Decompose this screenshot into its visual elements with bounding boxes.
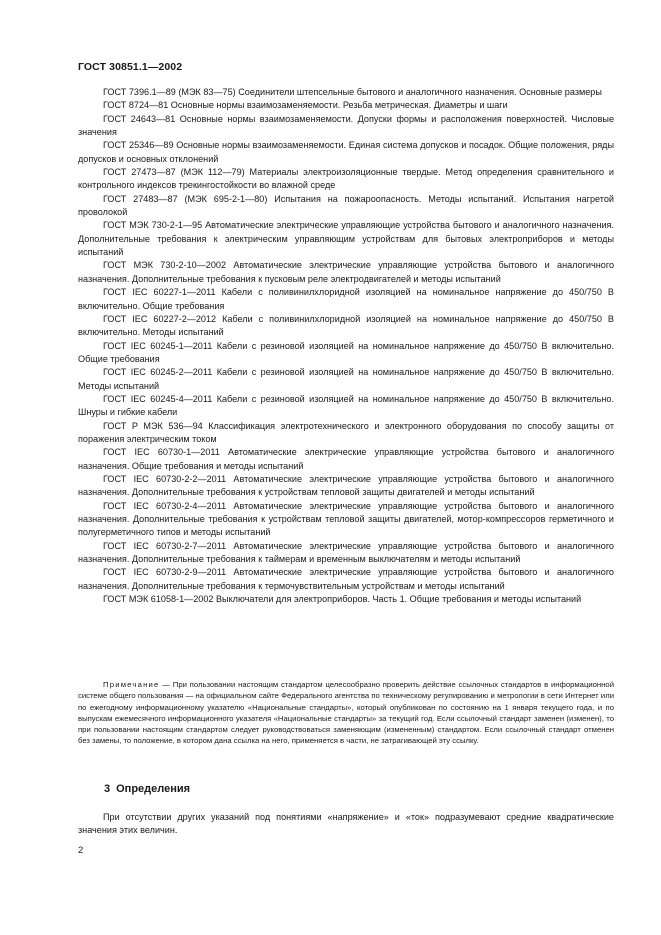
reference-item: ГОСТ IEC 60227-1—2011 Кабели с поливинилхлоридной изоляцией на номинальное напряжение до 450/750 В включительно. Общие требования — [78, 287, 614, 311]
note-label: Примечание — [103, 680, 160, 689]
section-title: Определения — [116, 783, 191, 795]
reference-item: ГОСТ IEC 60730-2-4—2011 Автоматические электрические управляющие устройства бытового и аналогичного назначения. Дополнительные требования к устройствам тепловой защиты двигателей, мотор-компрессоров герметичного и полугерметичного типов и методы испытаний — [78, 500, 614, 538]
reference-item: ГОСТ МЭК 730-2-10—2002 Автоматические электрические управляющие устройства бытового и аналогичного назначения. Дополнительные требования к пусковым реле электродвигателей и методы испытаний — [78, 260, 614, 284]
page-header: ГОСТ 30851.1—2002 — [78, 61, 183, 73]
section-paragraph: При отсутствии других указаний под понятиями «напряжение» и «ток» подразумевают средние квадратические значения этих величин. — [78, 812, 614, 836]
reference-item: ГОСТ IEC 60227-2—2012 Кабели с поливинилхлоридной изоляцией на номинальное напряжение до 450/750 В включительно. Методы испытаний — [78, 313, 614, 338]
reference-item: ГОСТ 24643—81 Основные нормы взаимозаменяемости. Допуски формы и расположения поверхностей. Числовые значения — [78, 113, 614, 138]
page-number: 2 — [78, 845, 84, 856]
reference-item: ГОСТ IEC 60245-4—2011 Кабели с резиновой изоляцией на номинальное напряжение до 450/750 В включительно. Шнуры и гибкие кабели — [78, 393, 614, 418]
reference-item: ГОСТ IEC 60730-2-2—2011 Автоматические электрические управляющие устройства бытового и аналогичного назначения. Дополнительные требования к устройствам тепловой защиты двигателей и методы испытаний — [78, 473, 614, 498]
section-heading — [104, 783, 190, 795]
note-text: — При пользовании настоящим стандартом целесообразно проверить действие ссылочных стандартов в информационной системе общего пользования — на официальном сайте Федерального агентства по техническому регулированию и метрологии в сети Интернет или по ежегодному информационному указателю «Национальные стандарты», который опубликован по состоянию на 1 января текущего года, и по выпускам ежемесячного информационного указателя «Национальные стандарты» за текущий год. Если ссылочный стандарт заменен (изменен), то при пользовании настоящим стандартом следует руководствоваться заменяющим (измененным) стандартом. Если ссылочный стандарт отменен без замены, то положение, в котором дана ссылка на него, применяется в части, не затрагивающей эту ссылку. — [78, 680, 614, 746]
section-number: 3 — [104, 783, 111, 795]
reference-item: ГОСТ IEC 60245-2—2011 Кабели с резиновой изоляцией на номинальное напряжение до 450/750 В включительно. Методы испытаний — [78, 367, 614, 391]
reference-item: ГОСТ IEC 60730-2-7—2011 Автоматические электрические управляющие устройства бытового и аналогичного назначения. Дополнительные требования к таймерам и временным выключателям и методы испытаний — [78, 540, 614, 565]
reference-item: ГОСТ 8724—81 Основные нормы взаимозаменяемости. Резьба метрическая. Диаметры и шаги — [103, 100, 508, 111]
reference-item: ГОСТ 7396.1—89 (МЭК 83—75) Соединители штепсельные бытового и аналогичного назначения. Основные размеры — [103, 87, 602, 97]
reference-item: ГОСТ МЭК 730-2-1—95 Автоматические электрические управляющие устройства бытового и аналогичного назначения. Дополнительные требования к электрическим управляющим устройствам для бытовых электроприборов и методы испытаний — [78, 220, 614, 258]
reference-item: ГОСТ IEC 60730-1—2011 Автоматические электрические управляющие устройства бытового и аналогичного назначения. Общие требования и методы испытаний — [78, 447, 614, 471]
normative-references-list — [78, 86, 614, 606]
reference-item: ГОСТ IEC 60245-1—2011 Кабели с резиновой изоляцией на номинальное напряжение до 450/750 В включительно. Общие требования — [78, 340, 614, 364]
reference-item: ГОСТ 27483—87 (МЭК 695-2-1—80) Испытания на пожароопасность. Методы испытаний. Испытания нагретой проволокой — [78, 193, 614, 218]
reference-item: ГОСТ IEC 60730-2-9—2011 Автоматические электрические управляющие устройства бытового и аналогичного назначения. Дополнительные требования к термочувствительным устройствам и методы испытаний — [78, 567, 614, 591]
reference-item: ГОСТ 25346—89 Основные нормы взаимозаменяемости. Единая система допусков и посадок. Общие положения, ряды допусков и основных отклонений — [78, 140, 614, 164]
reference-item: ГОСТ 27473—87 (МЭК 112—79) Материалы электроизоляционные твердые. Метод определения сравнительного и контрольного индексов трекингостойкости во влажной среде — [78, 167, 614, 191]
note-block — [78, 679, 614, 747]
reference-item: ГОСТ Р МЭК 536—94 Классификация электротехнического и электронного оборудования по способу защиты от поражения электрическим током — [78, 420, 614, 444]
reference-item: ГОСТ МЭК 61058-1—2002 Выключатели для электроприборов. Часть 1. Общие требования и методы испытаний — [103, 594, 582, 605]
